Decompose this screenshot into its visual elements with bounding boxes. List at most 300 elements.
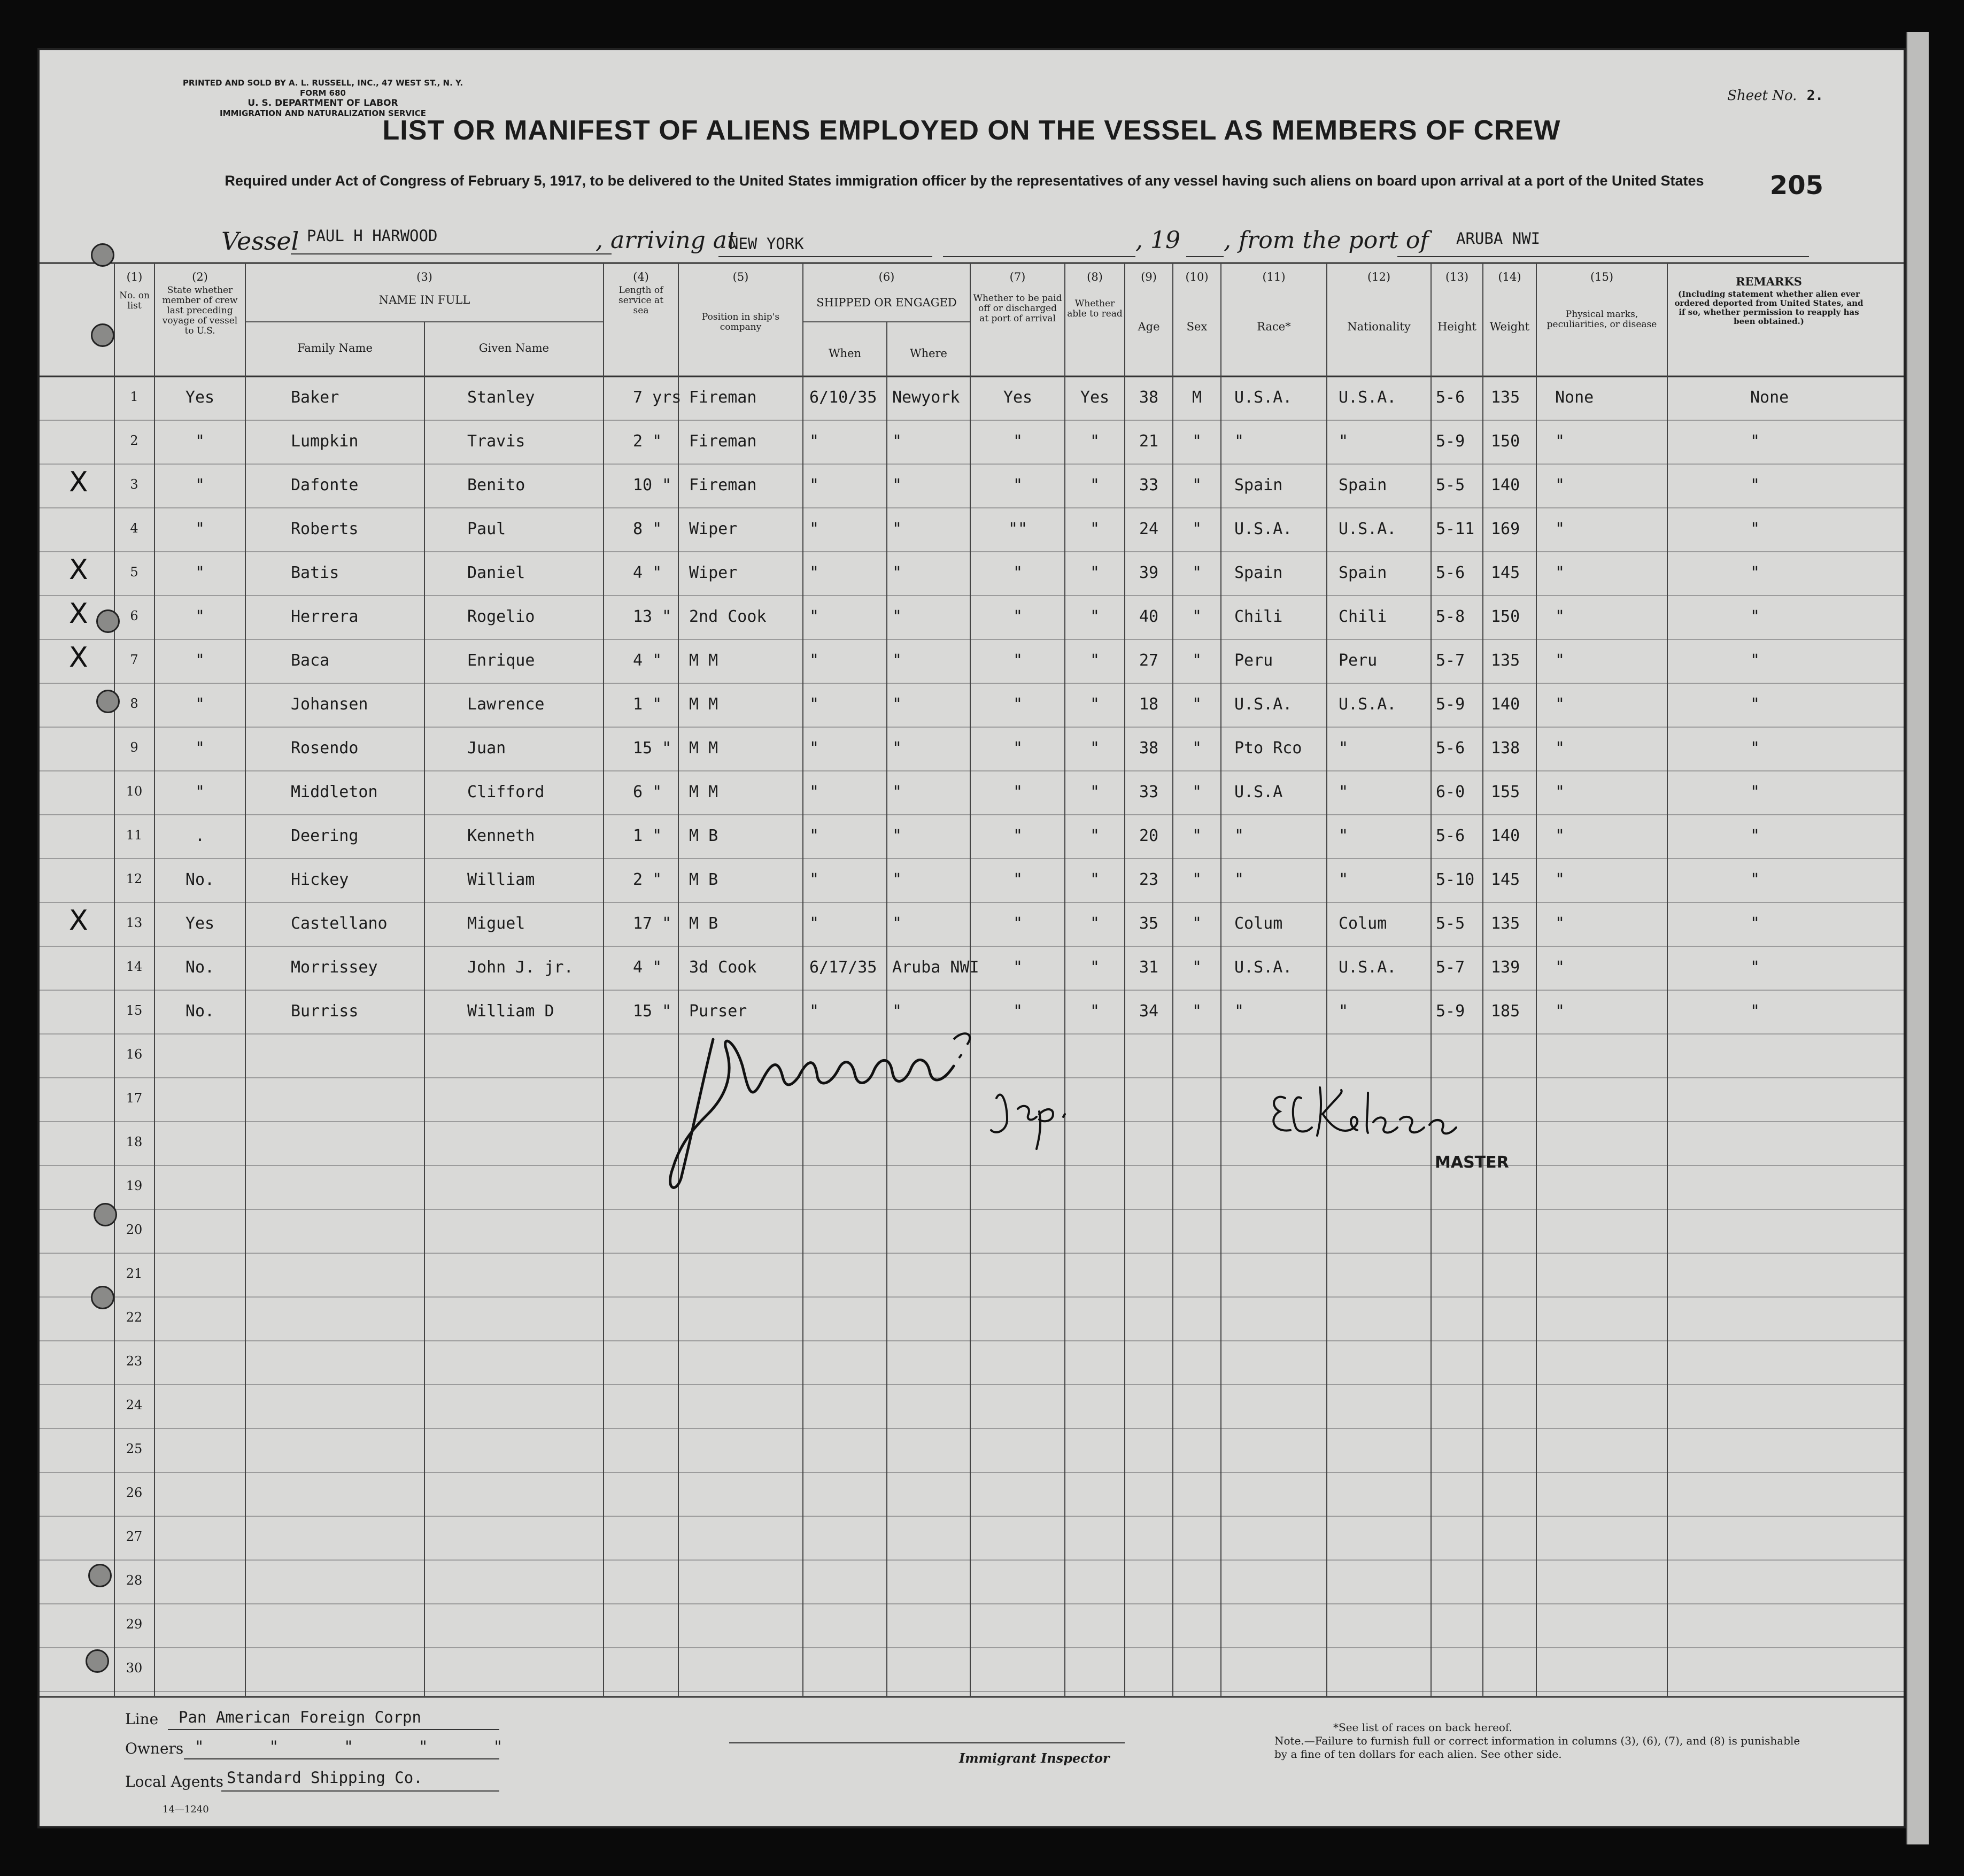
dept-line: U. S. DEPARTMENT OF LABOR	[248, 98, 398, 109]
cell-weight: 138	[1491, 739, 1520, 758]
cell-when: "	[809, 651, 819, 670]
cell-weight: 145	[1491, 563, 1520, 582]
cell-given: John J. jr.	[467, 958, 574, 977]
col-num-2: (2)	[192, 271, 208, 283]
cell-height: 5-9	[1436, 695, 1465, 714]
cell-nationality: U.S.A.	[1339, 695, 1397, 714]
cell-family: Baca	[291, 651, 330, 670]
cell-height: 5-6	[1436, 388, 1465, 407]
cell-when: "	[809, 476, 819, 495]
cell-remarks: "	[1750, 739, 1760, 758]
cell-service: 15 "	[633, 1002, 672, 1021]
row-number: 9	[130, 740, 138, 755]
cell-nationality: "	[1339, 1002, 1349, 1021]
cell-race: Chili	[1234, 607, 1283, 626]
cell-marks: "	[1555, 958, 1565, 977]
col-head-where: Where	[909, 347, 947, 360]
cell-weight: 185	[1491, 1002, 1520, 1021]
cell-family: Burriss	[291, 1002, 359, 1021]
cell-weight: 140	[1491, 695, 1520, 714]
row-number: 29	[126, 1617, 143, 1632]
col-head-name: NAME IN FULL	[378, 294, 470, 306]
row-number: 23	[126, 1354, 143, 1369]
stamp-number: 205	[1769, 171, 1823, 200]
cell-given: Miguel	[467, 914, 525, 933]
cell-service: 1 "	[633, 827, 662, 845]
cell-position: M M	[689, 739, 718, 758]
cell-where: Newyork	[892, 388, 960, 407]
row-number: 25	[126, 1441, 143, 1456]
cell-sex: "	[1192, 607, 1202, 626]
cell-weight: 150	[1491, 607, 1520, 626]
cell-weight: 145	[1491, 870, 1520, 889]
cell-height: 5-11	[1436, 520, 1475, 538]
cell-given: William	[467, 870, 535, 889]
col-num-7: (7)	[1009, 271, 1026, 283]
col-head-height: Height	[1437, 320, 1476, 333]
cell-paid: "	[1012, 783, 1023, 801]
row-number: 1	[130, 389, 138, 404]
cell-weight: 155	[1491, 783, 1520, 801]
col-head-remarks: REMARKS	[1736, 275, 1802, 288]
cell-weight: 150	[1491, 432, 1520, 451]
cell-prev: "	[195, 476, 205, 495]
cell-nationality: "	[1339, 783, 1349, 801]
row-number: 26	[126, 1485, 143, 1500]
cell-race: Colum	[1234, 914, 1283, 933]
cell-remarks: "	[1750, 651, 1760, 670]
col-head-marks: Physical marks, peculiarities, or disease	[1547, 309, 1657, 330]
cell-sex: "	[1192, 739, 1202, 758]
col-num-13: (13)	[1445, 271, 1469, 283]
cell-sex: "	[1192, 1002, 1202, 1021]
col-num-8: (8)	[1087, 271, 1103, 283]
cell-read: "	[1089, 432, 1100, 451]
agents-value: Standard Shipping Co.	[227, 1769, 423, 1787]
col-head-age: Age	[1138, 320, 1160, 333]
from-label: , from the port of	[1224, 227, 1429, 254]
cell-nationality: Peru	[1339, 651, 1378, 670]
cell-remarks: "	[1750, 958, 1760, 977]
cell-family: Hickey	[291, 870, 349, 889]
cell-marks: "	[1555, 432, 1565, 451]
footer-note: Note.—Failure to furnish full or correct information in columns (3), (6), (7), and (8) is punishable by a fine of ten dollars for each alien. See other side.	[1274, 1734, 1800, 1761]
row-number: 3	[130, 477, 138, 492]
cell-read: "	[1089, 1002, 1100, 1021]
col-num-6: (6)	[878, 271, 895, 283]
binder-hole	[88, 1564, 112, 1587]
cell-where: "	[892, 914, 902, 933]
cell-position: M M	[689, 783, 718, 801]
cell-family: Herrera	[291, 607, 359, 626]
cell-remarks: None	[1750, 388, 1789, 407]
col-head-service: Length of service at sea	[618, 285, 663, 316]
cell-paid: "	[1012, 870, 1023, 889]
cell-height: 5-5	[1436, 914, 1465, 933]
cell-service: 8 "	[633, 520, 662, 538]
cell-given: Travis	[467, 432, 525, 451]
inspector-label: Immigrant Inspector	[959, 1750, 1110, 1766]
cell-height: 5-6	[1436, 563, 1465, 582]
cell-age: 24	[1139, 520, 1159, 538]
cell-age: 38	[1139, 388, 1159, 407]
cell-given: Daniel	[467, 563, 525, 582]
cell-where: "	[892, 783, 902, 801]
cell-paid: "	[1012, 827, 1023, 845]
cell-height: 5-6	[1436, 739, 1465, 758]
cell-height: 5-9	[1436, 1002, 1465, 1021]
cell-sex: "	[1192, 958, 1202, 977]
cell-service: 6 "	[633, 783, 662, 801]
cell-nationality: U.S.A.	[1339, 520, 1397, 538]
cell-paid: "	[1012, 476, 1023, 495]
cell-service: 4 "	[633, 651, 662, 670]
cell-prev: "	[195, 783, 205, 801]
row-number: 10	[126, 784, 143, 799]
cell-nationality: "	[1339, 739, 1349, 758]
master-signature	[1264, 1077, 1563, 1157]
row-number: 6	[130, 608, 138, 623]
binder-hole	[91, 323, 114, 347]
cell-age: 40	[1139, 607, 1159, 626]
cell-where: "	[892, 651, 902, 670]
cell-remarks: "	[1750, 476, 1760, 495]
manifest-sheet	[37, 48, 1906, 1828]
cell-sex: "	[1192, 827, 1202, 845]
cell-service: 17 "	[633, 914, 672, 933]
cell-given: Stanley	[467, 388, 535, 407]
cell-remarks: "	[1750, 914, 1760, 933]
row-number: 17	[126, 1091, 143, 1106]
cell-given: Clifford	[467, 783, 545, 801]
inspector-suffix: Insp.	[1039, 1174, 1053, 1180]
cell-prev: "	[195, 520, 205, 538]
cell-when: "	[809, 827, 819, 845]
service-line: IMMIGRATION AND NATURALIZATION SERVICE	[220, 109, 426, 118]
cell-read: "	[1089, 827, 1100, 845]
row-number: 15	[126, 1003, 143, 1018]
cell-service: 2 "	[633, 432, 662, 451]
inspector-signature	[654, 1018, 1135, 1200]
cell-when: "	[809, 563, 819, 582]
col-num-4: (4)	[633, 271, 649, 283]
row-number: 11	[126, 828, 143, 843]
cell-prev: "	[195, 695, 205, 714]
cell-sex: "	[1192, 476, 1202, 495]
cell-marks: None	[1555, 388, 1594, 407]
cell-age: 23	[1139, 870, 1159, 889]
col-num-12: (12)	[1367, 271, 1391, 283]
cell-where: "	[892, 476, 902, 495]
cell-remarks: "	[1750, 563, 1760, 582]
cell-paid: "	[1012, 651, 1023, 670]
deletion-mark: X	[69, 598, 88, 630]
cell-weight: 140	[1491, 827, 1520, 845]
row-number: 2	[130, 433, 138, 448]
cell-when: "	[809, 914, 819, 933]
cell-prev: No.	[185, 958, 215, 977]
cell-position: Fireman	[689, 388, 757, 407]
cell-service: 4 "	[633, 563, 662, 582]
col-num-3: (3)	[416, 271, 432, 283]
master-title: MASTER	[1435, 1153, 1509, 1172]
cell-race: U.S.A.	[1234, 695, 1293, 714]
arriving-label: , arriving at	[596, 227, 737, 254]
cell-remarks: "	[1750, 827, 1760, 845]
cell-marks: "	[1555, 520, 1565, 538]
row-number: 5	[130, 565, 138, 580]
cell-read: "	[1089, 607, 1100, 626]
cell-marks: "	[1555, 607, 1565, 626]
cell-remarks: "	[1750, 432, 1760, 451]
cell-height: 5-5	[1436, 476, 1465, 495]
cell-position: Fireman	[689, 476, 757, 495]
cell-height: 5-10	[1436, 870, 1475, 889]
cell-position: M B	[689, 870, 718, 889]
cell-race: Peru	[1234, 651, 1273, 670]
cell-prev: "	[195, 563, 205, 582]
cell-age: 20	[1139, 827, 1159, 845]
row-number: 21	[126, 1266, 143, 1281]
cell-position: Fireman	[689, 432, 757, 451]
cell-family: Johansen	[291, 695, 368, 714]
col-num-10: (10)	[1185, 271, 1209, 283]
cell-read: "	[1089, 739, 1100, 758]
cell-when: "	[809, 783, 819, 801]
cell-age: 18	[1139, 695, 1159, 714]
cell-where: Aruba NWI	[892, 958, 979, 977]
cell-remarks: "	[1750, 783, 1760, 801]
cell-remarks: "	[1750, 695, 1760, 714]
row-number: 14	[126, 959, 143, 974]
binder-hole	[86, 1649, 109, 1673]
cell-weight: 135	[1491, 914, 1520, 933]
row-number: 18	[126, 1134, 143, 1149]
col-num-14: (14)	[1498, 271, 1521, 283]
cell-paid: ""	[1008, 520, 1028, 538]
cell-read: "	[1089, 870, 1100, 889]
row-number: 19	[126, 1178, 143, 1193]
page-subtitle: Required under Act of Congress of February 5, 1917, to be delivered to the United States immigration officer by the representatives of any vessel having such aliens on board upon arrival at a port of the United States	[225, 173, 1704, 189]
cell-family: Castellano	[291, 914, 388, 933]
cell-family: Deering	[291, 827, 359, 845]
cell-family: Dafonte	[291, 476, 359, 495]
col-num-1: (1)	[126, 271, 143, 283]
cell-prev: "	[195, 432, 205, 451]
binder-hole	[91, 1286, 114, 1309]
agents-label: Local Agents	[125, 1773, 224, 1790]
cell-age: 27	[1139, 651, 1159, 670]
cell-paid: Yes	[1003, 388, 1033, 407]
cell-race: U.S.A.	[1234, 958, 1293, 977]
deletion-mark: X	[69, 642, 88, 674]
col-head-read: Whether able to read	[1067, 298, 1123, 319]
cell-read: "	[1089, 563, 1100, 582]
cell-marks: "	[1555, 783, 1565, 801]
cell-age: 34	[1139, 1002, 1159, 1021]
cell-prev: No.	[185, 870, 215, 889]
deletion-mark: X	[69, 905, 88, 937]
cell-race: Spain	[1234, 476, 1283, 495]
cell-service: 10 "	[633, 476, 672, 495]
cell-when: "	[809, 432, 819, 451]
cell-race: "	[1234, 870, 1244, 889]
cell-when: 6/17/35	[809, 958, 877, 977]
row-number: 8	[130, 696, 138, 711]
cell-age: 33	[1139, 783, 1159, 801]
owners-label: Owners	[125, 1740, 184, 1757]
cell-marks: "	[1555, 870, 1565, 889]
cell-age: 31	[1139, 958, 1159, 977]
cell-read: "	[1089, 783, 1100, 801]
row-number: 28	[126, 1573, 143, 1588]
cell-service: 1 "	[633, 695, 662, 714]
binder-hole	[94, 1203, 117, 1226]
cell-marks: "	[1555, 914, 1565, 933]
col-head-given: Given Name	[478, 342, 550, 354]
cell-prev: No.	[185, 1002, 215, 1021]
cell-position: Wiper	[689, 563, 738, 582]
cell-read: Yes	[1080, 388, 1110, 407]
cell-paid: "	[1012, 739, 1023, 758]
cell-given: Enrique	[467, 651, 535, 670]
cell-nationality: "	[1339, 870, 1349, 889]
cell-remarks: "	[1750, 607, 1760, 626]
cell-sex: "	[1192, 870, 1202, 889]
cell-height: 6-0	[1436, 783, 1465, 801]
cell-weight: 135	[1491, 651, 1520, 670]
cell-given: Lawrence	[467, 695, 545, 714]
cell-service: 13 "	[633, 607, 672, 626]
cell-marks: "	[1555, 1002, 1565, 1021]
col-num-9: (9)	[1141, 271, 1157, 283]
cell-when: "	[809, 695, 819, 714]
cell-read: "	[1089, 914, 1100, 933]
cell-prev: "	[195, 739, 205, 758]
cell-when: "	[809, 607, 819, 626]
cell-age: 35	[1139, 914, 1159, 933]
col-head-family: Family Name	[297, 342, 373, 354]
cell-marks: "	[1555, 651, 1565, 670]
cell-service: 4 "	[633, 958, 662, 977]
col-head-remarks-note: (Including statement whether alien ever ordered deported from United States, and if so, whether permission to reapply has been obtained.)	[1674, 289, 1864, 326]
cell-paid: "	[1012, 695, 1023, 714]
cell-when: "	[809, 1002, 819, 1021]
cell-read: "	[1089, 520, 1100, 538]
binder-hole	[96, 609, 120, 633]
cell-read: "	[1089, 695, 1100, 714]
cell-paid: "	[1012, 914, 1023, 933]
cell-family: Batis	[291, 563, 339, 582]
col-head-position: Position in ship's company	[701, 312, 780, 333]
cell-sex: M	[1192, 388, 1202, 407]
cell-where: "	[892, 607, 902, 626]
col-num-11: (11)	[1262, 271, 1286, 283]
cell-paid: "	[1012, 607, 1023, 626]
cell-given: Paul	[467, 520, 506, 538]
cell-when: "	[809, 870, 819, 889]
cell-given: Rogelio	[467, 607, 535, 626]
cell-sex: "	[1192, 520, 1202, 538]
cell-position: 2nd Cook	[689, 607, 767, 626]
cell-where: "	[892, 739, 902, 758]
cell-race: U.S.A	[1234, 783, 1283, 801]
cell-paid: "	[1012, 1002, 1023, 1021]
cell-prev: Yes	[185, 388, 215, 407]
cell-weight: 140	[1491, 476, 1520, 495]
cell-race: "	[1234, 1002, 1244, 1021]
cell-race: U.S.A.	[1234, 520, 1293, 538]
cell-nationality: U.S.A.	[1339, 388, 1397, 407]
vessel-name: PAUL H HARWOOD	[307, 227, 438, 245]
cell-nationality: "	[1339, 827, 1349, 845]
line-value: Pan American Foreign Corpn	[179, 1708, 421, 1726]
cell-weight: 139	[1491, 958, 1520, 977]
cell-where: "	[892, 432, 902, 451]
cell-where: "	[892, 1002, 902, 1021]
cell-service: 15 "	[633, 739, 672, 758]
row-number: 20	[126, 1222, 143, 1237]
cell-marks: "	[1555, 739, 1565, 758]
cell-remarks: "	[1750, 870, 1760, 889]
cell-family: Morrissey	[291, 958, 378, 977]
deletion-mark: X	[69, 466, 88, 498]
cell-prev: "	[195, 607, 205, 626]
cell-given: Juan	[467, 739, 506, 758]
row-number: 13	[126, 915, 143, 930]
cell-family: Lumpkin	[291, 432, 359, 451]
col-head-shipped: SHIPPED OR ENGAGED	[816, 296, 957, 309]
cell-paid: "	[1012, 563, 1023, 582]
cell-read: "	[1089, 958, 1100, 977]
col-num-5: (5)	[732, 271, 749, 283]
col-head-sex: Sex	[1186, 320, 1208, 333]
cell-family: Baker	[291, 388, 339, 407]
cell-position: M M	[689, 651, 718, 670]
cell-service: 7 yrs	[633, 388, 682, 407]
row-number: 12	[126, 871, 143, 886]
binder-hole	[96, 690, 120, 713]
cell-height: 5-9	[1436, 432, 1465, 451]
row-number: 24	[126, 1398, 143, 1412]
cell-nationality: Chili	[1339, 607, 1387, 626]
cell-age: 21	[1139, 432, 1159, 451]
col-head-weight: Weight	[1489, 320, 1530, 333]
form-code: 14—1240	[163, 1804, 209, 1815]
deletion-mark: X	[69, 554, 88, 586]
col-head-prev: State whether member of crew last preceding voyage of vessel to U.S.	[162, 285, 238, 336]
cell-nationality: U.S.A.	[1339, 958, 1397, 977]
cell-read: "	[1089, 476, 1100, 495]
cell-position: Wiper	[689, 520, 738, 538]
cell-position: M M	[689, 695, 718, 714]
cell-marks: "	[1555, 563, 1565, 582]
cell-race: "	[1234, 827, 1244, 845]
cell-nationality: Spain	[1339, 476, 1387, 495]
cell-height: 5-7	[1436, 958, 1465, 977]
cell-height: 5-8	[1436, 607, 1465, 626]
cell-given: William D	[467, 1002, 554, 1021]
cell-sex: "	[1192, 914, 1202, 933]
cell-height: 5-7	[1436, 651, 1465, 670]
cell-family: Rosendo	[291, 739, 359, 758]
cell-where: "	[892, 870, 902, 889]
col-head-no: No. on list	[119, 290, 150, 311]
cell-when: "	[809, 739, 819, 758]
row-number: 30	[126, 1661, 143, 1676]
cell-race: Pto Rco	[1234, 739, 1302, 758]
cell-sex: "	[1192, 651, 1202, 670]
